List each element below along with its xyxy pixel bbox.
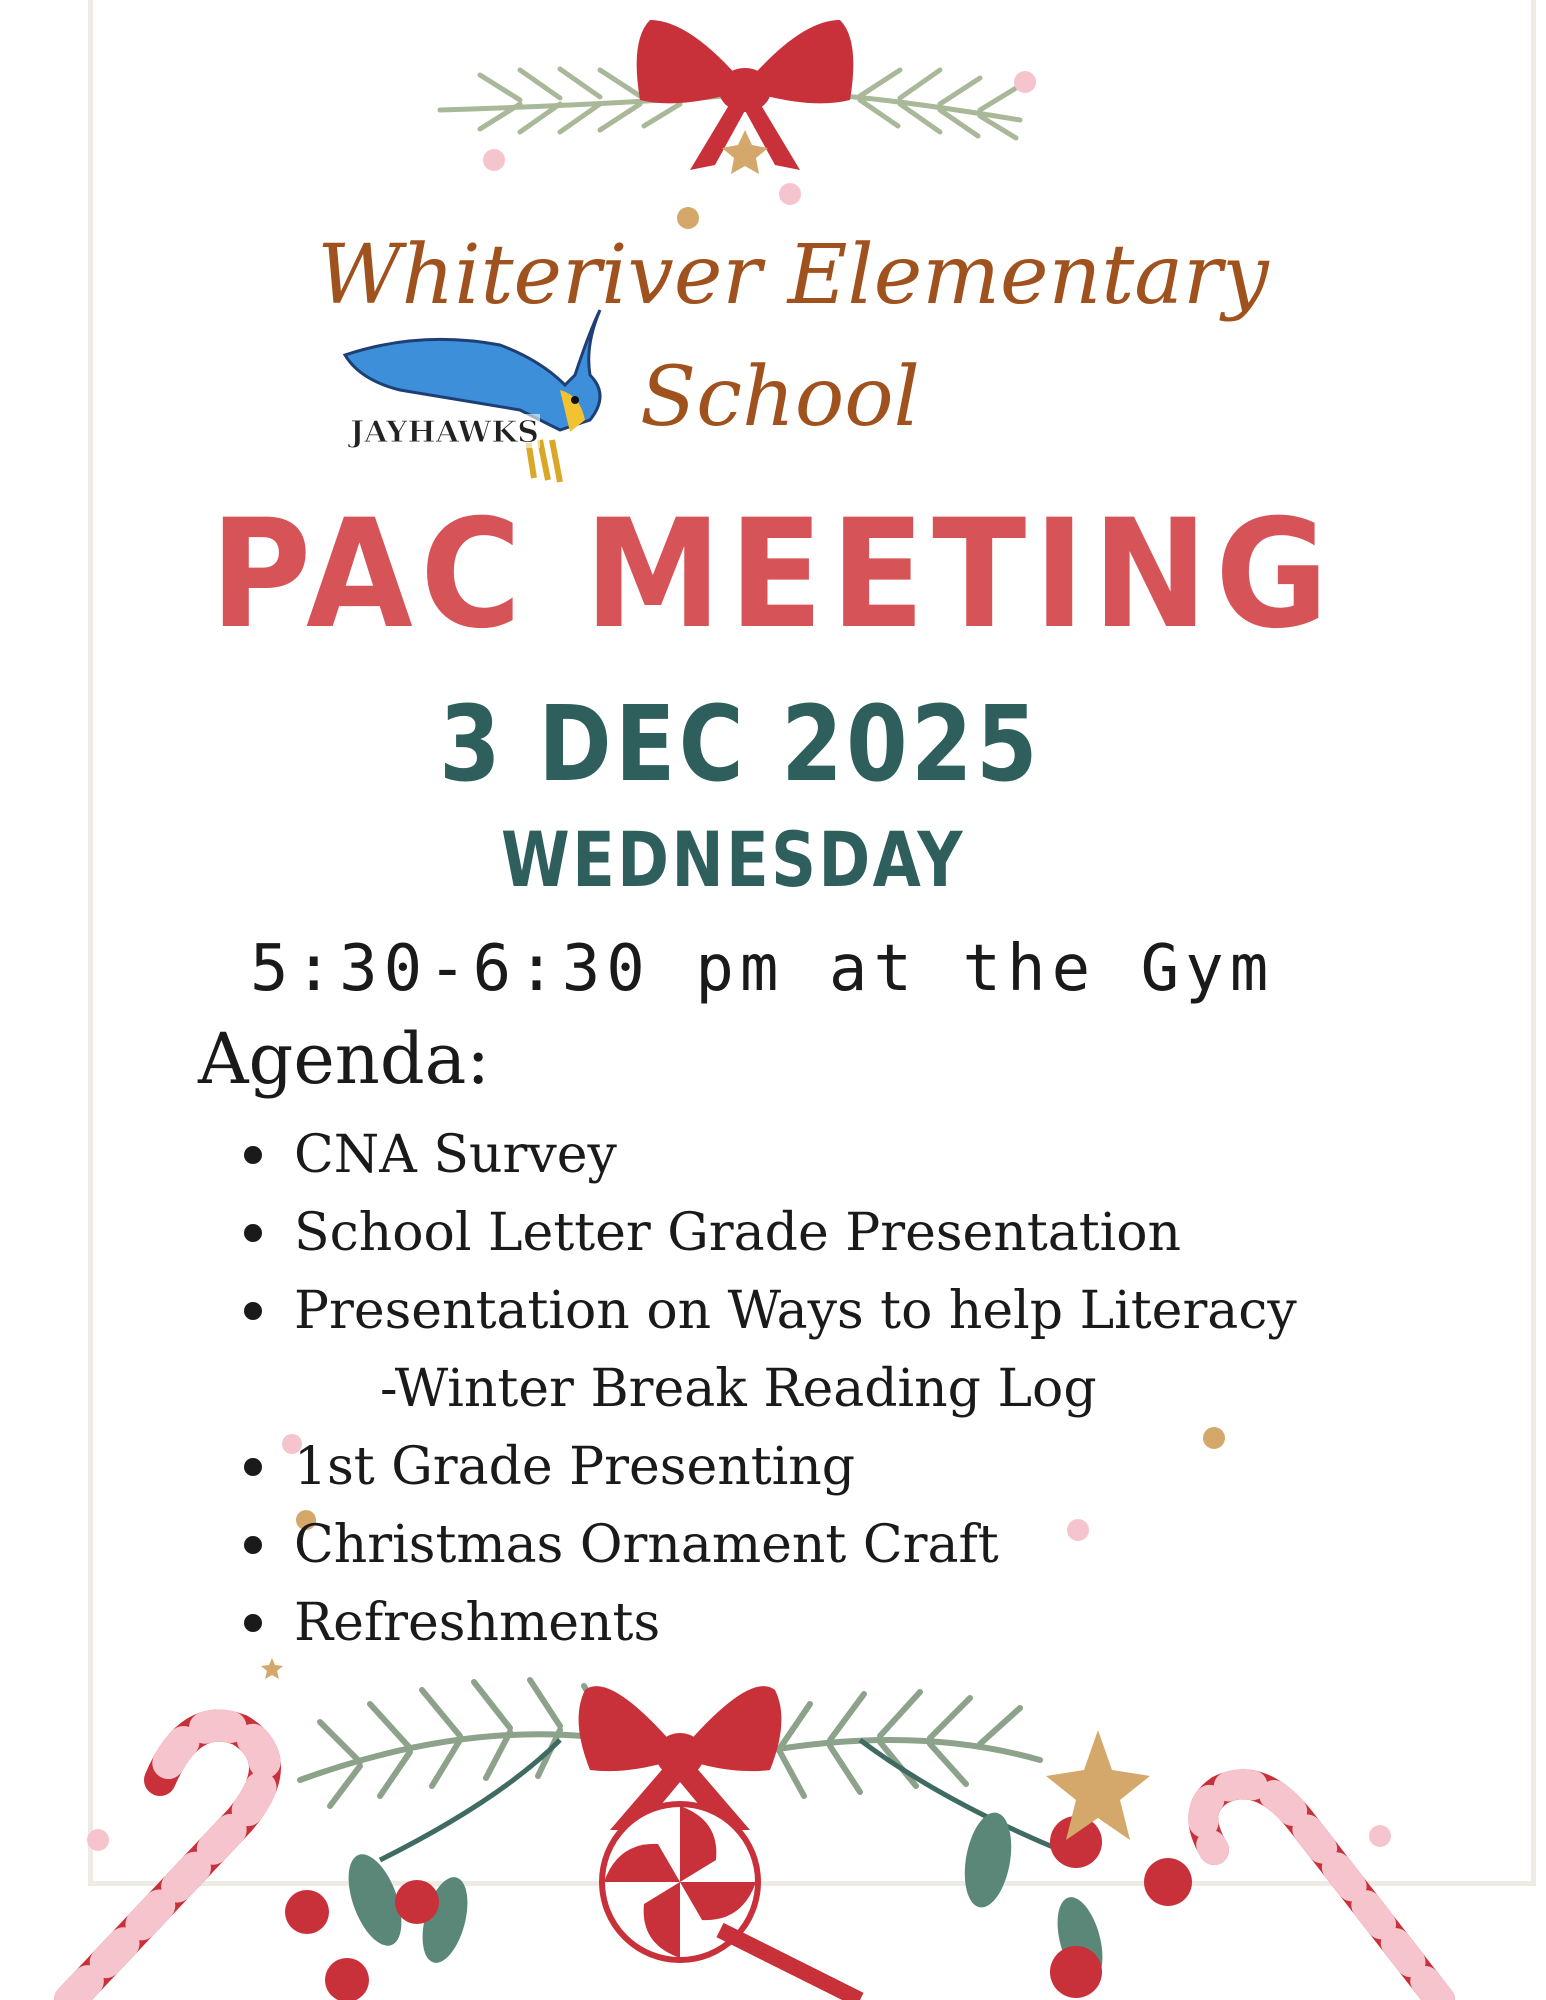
agenda-item: Presentation on Ways to help Literacy	[240, 1272, 1297, 1350]
event-time-place: 5:30-6:30 pm at the Gym	[250, 932, 1275, 1006]
dot-icon	[1369, 1825, 1391, 1847]
agenda-subitem: -Winter Break Reading Log	[380, 1359, 1097, 1419]
event-title: PAC MEETING	[210, 488, 1336, 662]
school-name-line1: Whiteriver Elementary	[317, 228, 1269, 323]
candy-cane-left-icon	[70, 1726, 265, 2000]
dot-icon	[483, 149, 505, 171]
bullet-icon	[244, 1302, 262, 1320]
dot-icon	[87, 1829, 109, 1851]
agenda-item: Christmas Ornament Craft	[240, 1506, 1297, 1584]
event-day: WEDNESDAY	[501, 815, 965, 904]
agenda-heading: Agenda:	[198, 1018, 490, 1100]
event-date: 3 DEC 2025	[439, 683, 1041, 805]
dot-icon	[779, 183, 801, 205]
bullet-icon	[244, 1224, 262, 1242]
agenda-item: Refreshments	[240, 1584, 1297, 1662]
dot-icon	[1014, 71, 1036, 93]
candy-cane-right-icon	[1203, 1784, 1440, 2000]
bullet-icon	[244, 1614, 262, 1632]
agenda-item: School Letter Grade Presentation	[240, 1194, 1297, 1272]
dot-icon	[677, 207, 699, 229]
agenda-item: 1st Grade Presenting	[240, 1428, 1297, 1506]
bullet-icon	[244, 1458, 262, 1476]
svg-text:JAYHAWKS: JAYHAWKS	[350, 415, 539, 450]
bullet-icon	[244, 1146, 262, 1164]
bullet-icon	[244, 1536, 262, 1554]
agenda-list	[240, 1116, 1297, 1662]
peppermint-candy-icon	[602, 1804, 860, 2000]
agenda-item: CNA Survey	[240, 1116, 1297, 1194]
school-name-line2: School	[640, 350, 920, 445]
jayhawk-logo-icon	[345, 310, 600, 482]
